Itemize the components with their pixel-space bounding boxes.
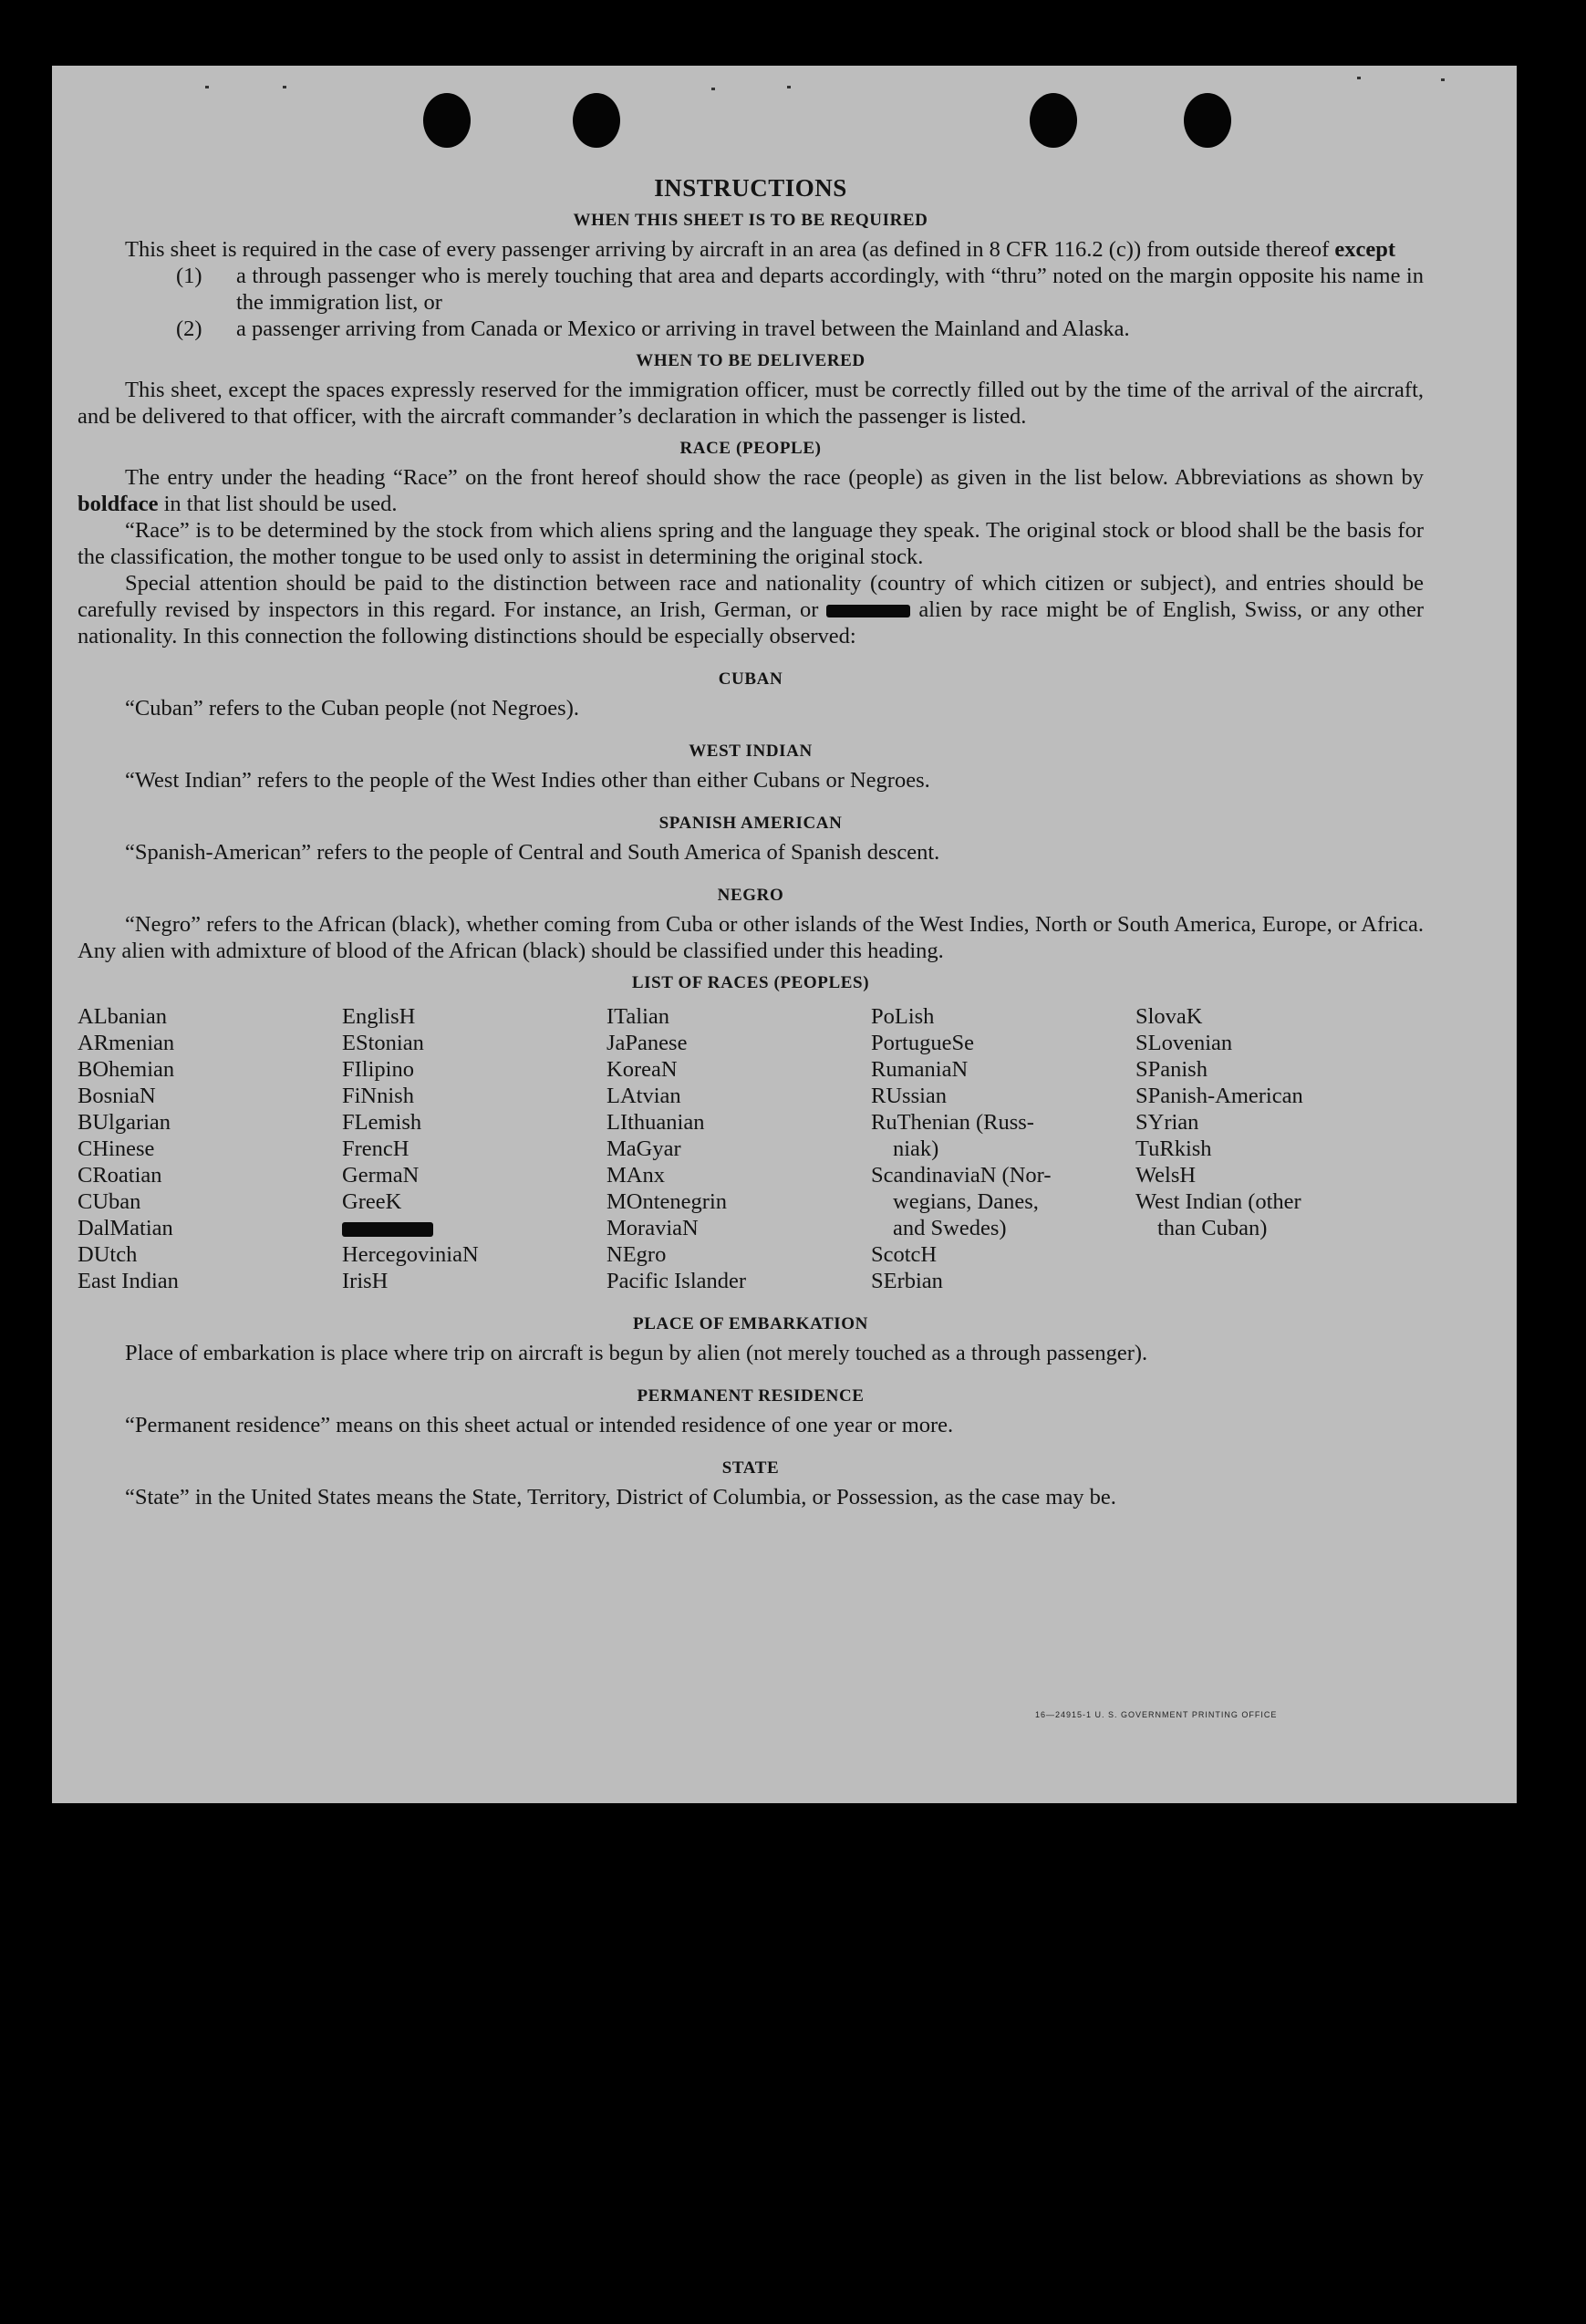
- race-item: MOntenegrin: [606, 1189, 727, 1214]
- race-item: FIlipino: [342, 1057, 414, 1082]
- paragraph: Place of embarkation is place where trip on aircraft is begun by alien (not merely touched as a through passenger).: [125, 1341, 1148, 1365]
- section-heading: PLACE OF EMBARKATION: [633, 1314, 868, 1333]
- race-item: GreeK: [342, 1189, 402, 1214]
- race-item: FrencH: [342, 1136, 409, 1161]
- race-item: SYrian: [1135, 1110, 1199, 1135]
- race-item: RUssian: [871, 1084, 948, 1108]
- speck: [1441, 78, 1445, 81]
- section-heading: CUBAN: [718, 669, 783, 689]
- race-item: JaPanese: [606, 1031, 688, 1055]
- race-item: DUtch: [78, 1242, 138, 1267]
- race-column: [342, 1003, 606, 1294]
- punch-hole: [423, 93, 471, 148]
- section-heading: NEGRO: [717, 886, 784, 905]
- race-column: [871, 1003, 1135, 1294]
- race-item: DalMatian: [78, 1216, 173, 1240]
- exception-list: [78, 263, 1424, 342]
- section-heading: RACE (PEOPLE): [679, 439, 822, 458]
- paragraph: “Negro” refers to the African (black), whether coming from Cuba or other islands of the West Indies, North or South America, Europe, or Africa. Any alien with admixture of blood of the African (black) should be classified under this heading.: [78, 912, 1424, 963]
- redaction-mark: [826, 605, 910, 617]
- list-item: (2) a passenger arriving from Canada or Mexico or arriving in travel between the Mainland and Alaska.: [176, 316, 1130, 341]
- speck: [283, 86, 286, 88]
- race-item: ITalian: [606, 1004, 670, 1029]
- race-item: NEgro: [606, 1242, 667, 1267]
- race-item: MAnx: [606, 1163, 665, 1188]
- race-item: PoLish: [871, 1004, 935, 1029]
- paragraph: “West Indian” refers to the people of the West Indies other than either Cubans or Negroes.: [125, 768, 930, 793]
- race-item: FLemish: [342, 1110, 422, 1135]
- race-item: and Swedes): [893, 1216, 1007, 1240]
- section-heading: SPANISH AMERICAN: [658, 814, 843, 833]
- race-column: [78, 1003, 342, 1294]
- race-item: CRoatian: [78, 1163, 162, 1188]
- race-column: [1135, 1003, 1400, 1294]
- section-heading: WEST INDIAN: [689, 742, 813, 761]
- race-item: EStonian: [342, 1031, 424, 1055]
- paragraph: This sheet is required in the case of every passenger arriving by aircraft in an area (as defined in 8 CFR 116.2 (c)) from outside thereof except: [125, 237, 1396, 262]
- race-item: SPanish-American: [1135, 1084, 1303, 1108]
- race-item: wegians, Danes,: [893, 1189, 1039, 1214]
- race-item: CHinese: [78, 1136, 155, 1161]
- race-item: IrisH: [342, 1269, 389, 1293]
- section-heading: LIST OF RACES (PEOPLES): [631, 973, 870, 992]
- paragraph: “Race” is to be determined by the stock from which aliens spring and the language they speak. The original stock or blood shall be the basis for the classification, the mother tongue to be used only to assist in determining the original stock.: [78, 518, 1424, 569]
- race-item: MaGyar: [606, 1136, 681, 1161]
- race-item: MoraviaN: [606, 1216, 699, 1240]
- paragraph: The entry under the heading “Race” on the front hereof should show the race (people) as given in the list below. Abbreviations as shown by boldface in that list should be used.: [78, 465, 1424, 516]
- race-item: LIthuanian: [606, 1110, 705, 1135]
- race-item: BosniaN: [78, 1084, 156, 1108]
- race-item: CUban: [78, 1189, 141, 1214]
- race-item: LAtvian: [606, 1084, 681, 1108]
- paragraph: Special attention should be paid to the distinction between race and nationality (country of which citizen or subject), and entries should be carefully revised by inspectors in this regard. For instance, an Irish, German, or alien by race might be of English, Swiss, or any other nationality. In this connection the following distinctions should be especially observed:: [78, 571, 1424, 648]
- race-item: GermaN: [342, 1163, 420, 1188]
- race-item: SLovenian: [1135, 1031, 1233, 1055]
- punch-hole: [1030, 93, 1077, 148]
- instructions-content: [78, 175, 1424, 1510]
- race-item: TuRkish: [1135, 1136, 1212, 1161]
- instruction-sheet: [52, 66, 1517, 1803]
- race-item: Pacific Islander: [606, 1269, 747, 1293]
- race-item: EnglisH: [342, 1004, 416, 1029]
- printing-office-code: 16—24915-1 U. S. GOVERNMENT PRINTING OFFICE: [1035, 1710, 1278, 1719]
- paragraph: “Permanent residence” means on this sheet actual or intended residence of one year or more.: [125, 1413, 954, 1437]
- paragraph: “State” in the United States means the State, Territory, District of Columbia, or Possession, as the case may be.: [125, 1485, 1116, 1510]
- redaction-mark: [342, 1222, 433, 1237]
- speck: [787, 86, 791, 88]
- speck: [205, 86, 209, 88]
- race-item: SlovaK: [1135, 1004, 1203, 1029]
- race-item: niak): [893, 1136, 939, 1161]
- race-item: RumaniaN: [871, 1057, 969, 1082]
- section-heading: PERMANENT RESIDENCE: [637, 1386, 865, 1406]
- paragraph: This sheet, except the spaces expressly reserved for the immigration officer, must be correctly filled out by the time of the arrival of the aircraft, and be delivered to that officer, with the aircraft commander’s declaration in which the passenger is listed.: [78, 378, 1424, 429]
- race-item: FiNnish: [342, 1084, 414, 1108]
- page-title: INSTRUCTIONS: [654, 174, 847, 202]
- race-item: KoreaN: [606, 1057, 678, 1082]
- race-item: than Cuban): [1157, 1216, 1268, 1240]
- section-heading: WHEN THIS SHEET IS TO BE REQUIRED: [573, 211, 928, 230]
- race-item: SErbian: [871, 1269, 943, 1293]
- punch-hole: [1184, 93, 1231, 148]
- race-item: ARmenian: [78, 1031, 175, 1055]
- race-item-redacted: [342, 1215, 606, 1241]
- race-list: [78, 1003, 1424, 1294]
- race-item: BUlgarian: [78, 1110, 171, 1135]
- race-item: ScotcH: [871, 1242, 938, 1267]
- punch-hole: [573, 93, 620, 148]
- race-item: East Indian: [78, 1269, 179, 1293]
- speck: [711, 88, 715, 90]
- race-column: [606, 1003, 871, 1294]
- section-heading: WHEN TO BE DELIVERED: [636, 351, 866, 370]
- race-item: ScandinaviaN (Nor-: [871, 1163, 1052, 1188]
- race-item: SPanish: [1135, 1057, 1208, 1082]
- list-item: (1) a through passenger who is merely touching that area and departs accordingly, with “thru” noted on the margin opposite his name in the immigration list, or: [176, 264, 1424, 315]
- race-item: ALbanian: [78, 1004, 167, 1029]
- race-item: BOhemian: [78, 1057, 175, 1082]
- race-item: PortugueSe: [871, 1031, 974, 1055]
- race-item: RuThenian (Russ-: [871, 1110, 1034, 1135]
- section-heading: STATE: [721, 1458, 780, 1478]
- paragraph: “Cuban” refers to the Cuban people (not Negroes).: [125, 696, 579, 721]
- race-item: WelsH: [1135, 1163, 1197, 1188]
- race-item: HercegoviniaN: [342, 1242, 479, 1267]
- paragraph: “Spanish-American” refers to the people of Central and South America of Spanish descent.: [125, 840, 940, 865]
- race-item: West Indian (other: [1135, 1189, 1301, 1214]
- speck: [1357, 77, 1361, 79]
